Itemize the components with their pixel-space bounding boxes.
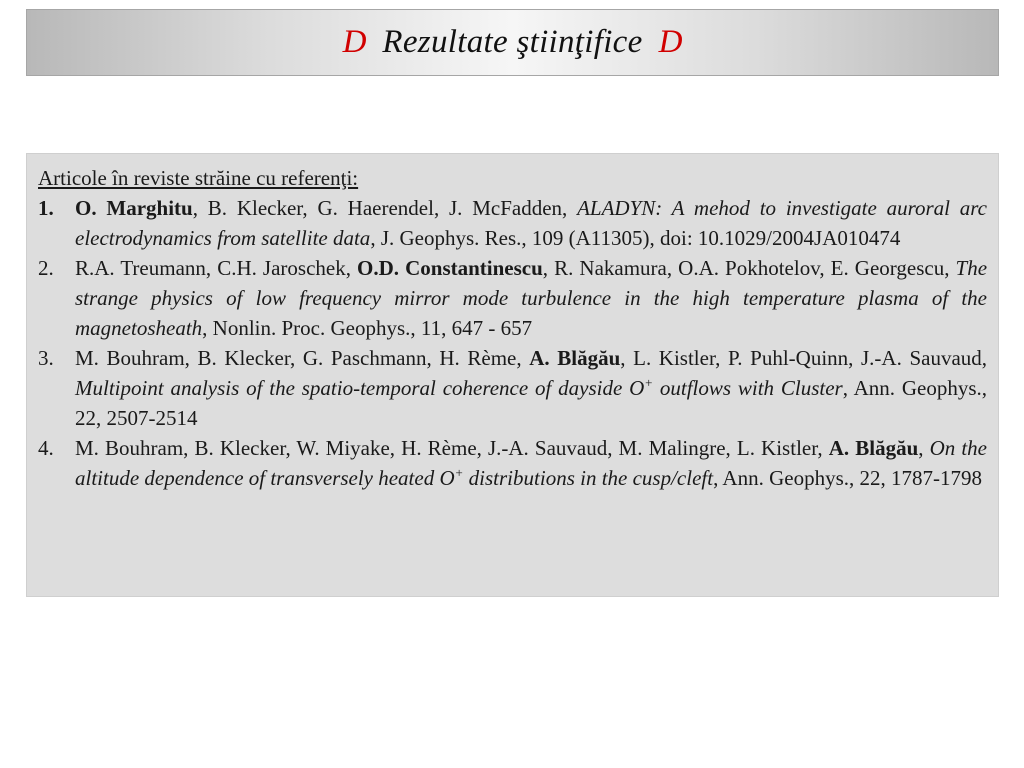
article-citation: , J. Geophys. Res., 109 (A11305), doi: 10.1029/2004JA010474 — [370, 226, 901, 250]
article-number: 1. — [38, 196, 54, 220]
section-heading: Articole în reviste străine cu referenţi: — [38, 166, 359, 190]
page-title: Rezultate ştiinţifice — [382, 24, 643, 60]
article-authors-after: , — [918, 436, 930, 460]
article-number: 3. — [38, 346, 54, 370]
article-title-part2: distributions in the cusp/cleft — [463, 466, 714, 490]
article-citation: , Ann. Geophys., 22, 2507-2514 — [75, 376, 987, 430]
article-coauthors: , B. Klecker, G. Haerendel, J. McFadden, — [192, 196, 578, 220]
article-title: ALADYN: A mehod to investigate auroral arc electrodynamics from satellite data — [75, 196, 987, 250]
article-citation: , Ann. Geophys., 22, 1787-1798 — [713, 466, 982, 490]
article-number: 4. — [38, 436, 54, 460]
title-left-mark: D — [342, 24, 367, 60]
article-highlight-author: A. Blăgău — [529, 346, 621, 370]
article-number: 2. — [38, 256, 54, 280]
title-right-mark: D — [658, 24, 683, 60]
title-bar — [26, 9, 999, 76]
article-title — [75, 376, 843, 400]
article-item-3 — [38, 343, 987, 433]
article-title-superscript: + — [454, 465, 464, 480]
article-authors-before: M. Bouhram, B. Klecker, W. Miyake, H. Rème, J.-A. Sauvaud, M. Malingre, L. Kistler, — [75, 436, 829, 460]
article-item-1 — [38, 193, 987, 253]
article-list — [38, 193, 987, 493]
article-authors-after: , L. Kistler, P. Puhl-Quinn, J.-A. Sauvaud, — [620, 346, 988, 370]
articles-panel — [26, 153, 999, 597]
article-authors-after: , R. Nakamura, O.A. Pokhotelov, E. Georgescu, — [542, 256, 956, 280]
article-title-part1: Multipoint analysis of the spatio-temporal coherence of dayside O — [75, 376, 645, 400]
article-title-part2: outflows with Cluster — [653, 376, 843, 400]
article-item-4 — [38, 433, 987, 493]
article-authors-before: R.A. Treumann, C.H. Jaroschek, — [75, 256, 358, 280]
article-citation: , Nonlin. Proc. Geophys., 11, 647 - 657 — [202, 316, 533, 340]
article-highlight-author: O.D. Constantinescu — [357, 256, 543, 280]
article-authors-before: M. Bouhram, B. Klecker, G. Paschmann, H. Rème, — [75, 346, 530, 370]
article-highlight-author: A. Blăgău — [828, 436, 919, 460]
article-title-superscript: + — [644, 375, 654, 390]
article-highlight-author: O. Marghitu — [75, 196, 193, 220]
article-title: The strange physics of low frequency mirror mode turbulence in the high temperature plasma of the magnetosheath — [75, 256, 988, 340]
article-item-2 — [38, 253, 987, 343]
article-title-part1: On the altitude dependence of transversely heated O — [75, 436, 988, 490]
